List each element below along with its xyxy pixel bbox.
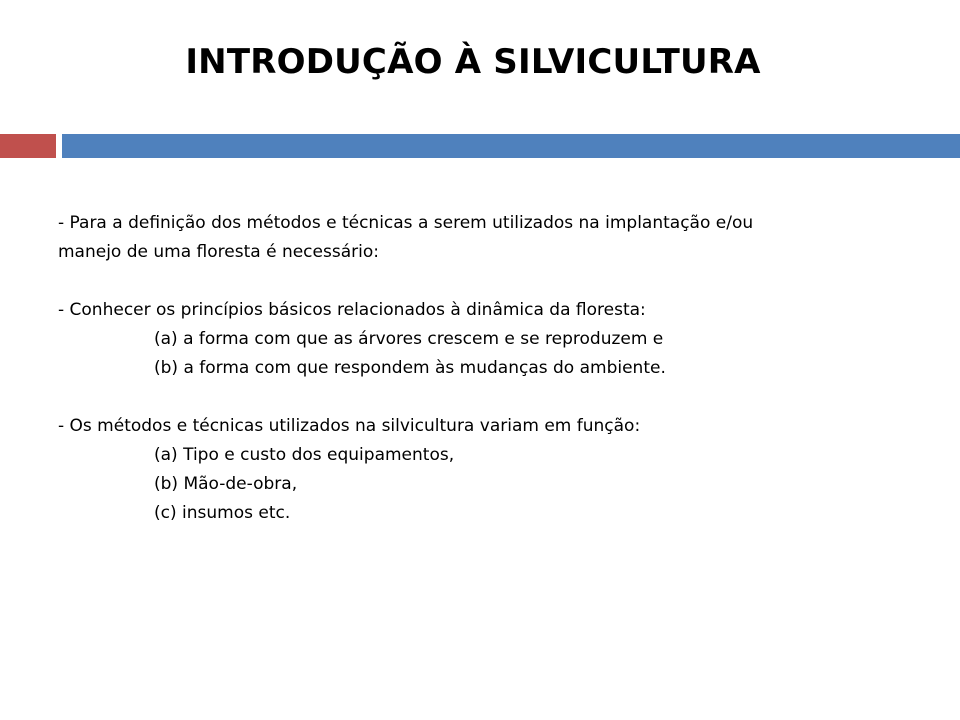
title-accent-bar-red (0, 134, 56, 158)
paragraph-spacer (58, 383, 918, 412)
principles-item-b: (b) a forma com que respondem às mudanças do ambiente. (154, 358, 666, 378)
paragraph-spacer (58, 267, 918, 296)
methods-heading: - Os métodos e técnicas utilizados na silvicultura variam em função: (58, 416, 641, 436)
intro-line-1: - Para a definição dos métodos e técnicas a serem utilizados na implantação e/ou (58, 213, 754, 233)
methods-item-b: (b) Mão-de-obra, (154, 474, 298, 494)
slide-title: INTRODUÇÃO À SILVICULTURA (185, 42, 761, 82)
intro-line-2: manejo de uma floresta é necessário: (58, 242, 379, 262)
methods-item-c: (c) insumos etc. (154, 503, 291, 523)
principles-heading: - Conhecer os princípios básicos relacionados à dinâmica da floresta: (58, 300, 646, 320)
methods-item-a: (a) Tipo e custo dos equipamentos, (154, 445, 455, 465)
slide-content (58, 209, 918, 528)
title-accent-bar-blue (62, 134, 960, 158)
principles-item-a: (a) a forma com que as árvores crescem e se reproduzem e (154, 329, 664, 349)
